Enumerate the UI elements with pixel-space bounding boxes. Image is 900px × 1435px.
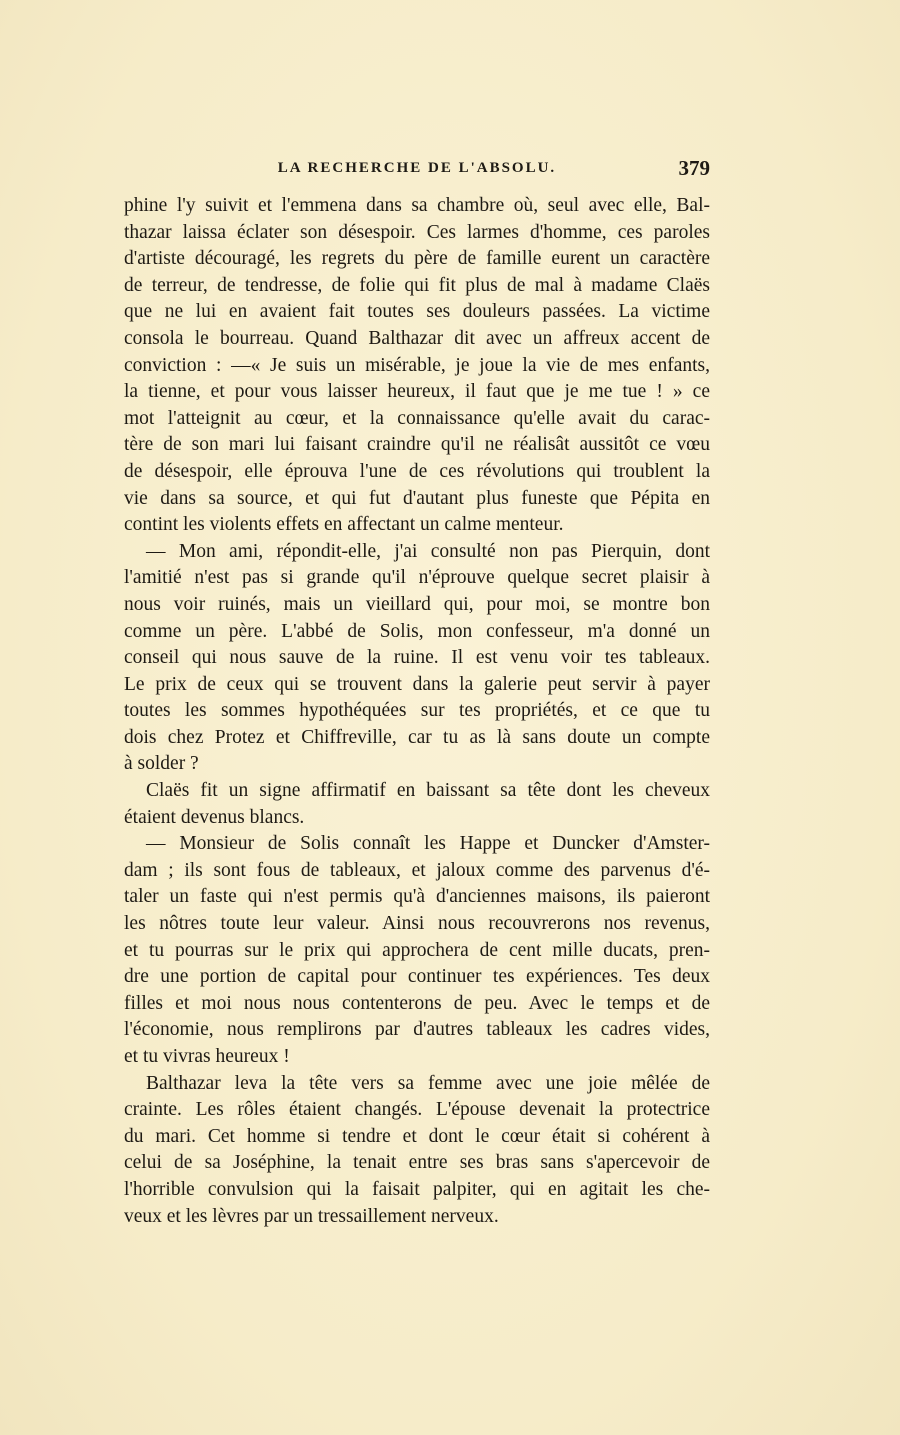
text-line: crainte. Les rôles étaient changés. L'épouse devenait la protectrice [124,1099,710,1121]
text-line: l'amitié n'est pas si grande qu'il n'éprouve quelque secret plaisir à [124,567,710,589]
text-line: conseil qui nous sauve de la ruine. Il est venu voir tes tableaux. [124,647,710,669]
text-line: comme un père. L'abbé de Solis, mon confesseur, m'a donné un [124,620,710,642]
text-line: vie dans sa source, et qui fut d'autant plus funeste que Pépita en [124,487,710,509]
text-line: l'horrible convulsion qui la faisait palpiter, qui en agitait les che- [124,1178,710,1200]
paragraph [124,193,710,539]
text-line: dois chez Protez et Chiffreville, car tu as là sans doute un compte [124,726,710,748]
page-number: 379 [678,156,710,180]
paragraph [124,1071,710,1231]
body-text [124,193,710,1230]
text-line: filles et moi nous nous contenterons de peu. Avec le temps et de [124,992,710,1014]
text-line: Balthazar leva la tête vers sa femme avec une joie mêlée de [146,1072,710,1094]
text-line: Claës fit un signe affirmatif en baissant sa tête dont les cheveux [146,780,710,802]
running-head-title: LA RECHERCHE DE L'ABSOLU. [277,160,557,176]
text-line: consola le bourreau. Quand Balthazar dit avec un affreux accent de [124,327,710,349]
text-line: contint les violents effets en affectant un calme menteur. [124,514,564,536]
text-line: que ne lui en avaient fait toutes ses douleurs passées. La victime [124,301,710,323]
text-line: les nôtres toute leur valeur. Ainsi nous recouvrerons nos revenus, [124,913,710,935]
text-line: conviction : —« Je suis un misérable, je joue la vie de mes enfants, [124,354,710,376]
text-line: de désespoir, elle éprouva l'une de ces révolutions qui troublent la [124,460,710,482]
text-line: l'économie, nous remplirons par d'autres tableaux les cadres vides, [124,1019,710,1041]
text-line: celui de sa Joséphine, la tenait entre ses bras sans s'apercevoir de [124,1152,710,1174]
paragraph [124,831,710,1070]
text-line: la tienne, et pour vous laisser heureux, il faut que je me tue ! » ce [124,381,710,403]
text-line: dam ; ils sont fous de tableaux, et jaloux comme des parvenus d'é- [124,859,710,881]
text-line: toutes les sommes hypothéquées sur tes propriétés, et ce que tu [124,700,710,722]
text-line: d'artiste découragé, les regrets du père de famille eurent un caractère [124,248,710,270]
text-line: mot l'atteignit au cœur, et la connaissance qu'elle avait du carac- [124,407,710,429]
text-line: du mari. Cet homme si tendre et dont le cœur était si cohérent à [124,1125,710,1147]
text-line: étaient devenus blancs. [124,806,305,828]
text-line: Le prix de ceux qui se trouvent dans la galerie peut servir à payer [124,673,710,695]
text-line: phine l'y suivit et l'emmena dans sa chambre où, seul avec elle, Bal- [124,195,710,216]
paragraph [124,539,710,778]
text-line: thazar laissa éclater son désespoir. Ces larmes d'homme, ces paroles [124,221,710,243]
text-line: — Monsieur de Solis connaît les Happe et Duncker d'Amster- [146,833,710,855]
text-line: tère de son mari lui faisant craindre qu'il ne réalisât aussitôt ce vœu [124,434,710,456]
text-line: nous voir ruinés, mais un vieillard qui, pour moi, se montre bon [124,593,710,615]
text-line: de terreur, de tendresse, de folie qui fit plus de mal à madame Claës [124,274,710,296]
text-line: taler un faste qui n'est permis qu'à d'anciennes maisons, ils paieront [124,886,710,908]
running-head [124,156,710,186]
text-line: veux et les lèvres par un tressaillement nerveux. [124,1205,499,1227]
paragraph [124,778,710,831]
text-line: et tu vivras heureux ! [124,1046,290,1067]
text-line: et tu pourras sur le prix qui approchera de cent mille ducats, pren- [124,939,710,961]
text-line: à solder ? [124,753,199,775]
text-line: dre une portion de capital pour continuer tes expériences. Tes deux [124,966,710,988]
text-line: — Mon ami, répondit-elle, j'ai consulté non pas Pierquin, dont [146,540,710,562]
